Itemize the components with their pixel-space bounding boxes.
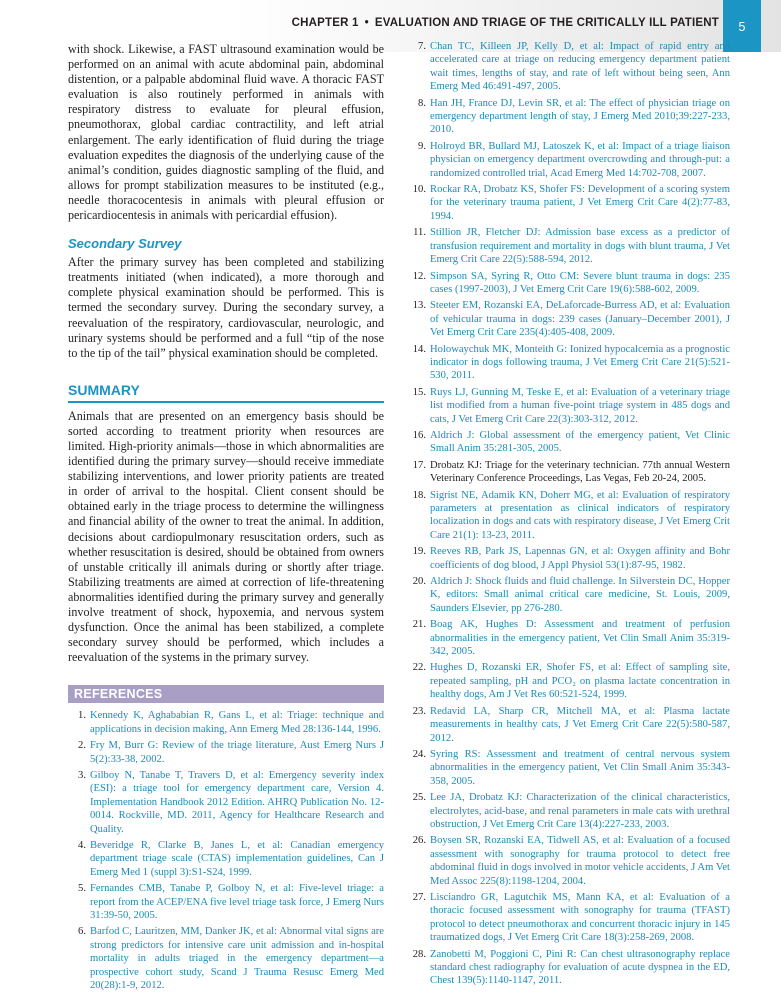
reference-item — [68, 925, 384, 992]
references-heading: REFERENCES — [68, 685, 384, 703]
reference-number: 20. — [412, 576, 426, 588]
reference-item — [408, 226, 730, 266]
reference-number: 28. — [412, 948, 426, 960]
reference-link[interactable]: Lee JA, Drobatz KJ: Characterization of the clinical characteristics, electrolytes, acid-base, and renal parameters in male cats with urethral obstruction, J Vet Emerg Crit Care 13(4):227-233, 2003. — [430, 792, 730, 830]
reference-number: 14. — [412, 343, 426, 355]
reference-link[interactable]: Ruys LJ, Gunning M, Teske E, et al: Evaluation of a veterinary triage list modified from a human five-point triage system in 485 dogs and cats, J Vet Emerg Crit Care 22(3):303-312, 2012. — [430, 386, 730, 425]
reference-link[interactable]: Lisciandro GR, Lagutchik MS, Mann KA, et al: Evaluation of a thoracic focused assessment with sonography for trauma (TFAST) protocol to detect pneumothorax and concurrent thoracic injury in 145 traumatized dogs, J Vet Emerg Crit Care 18(3):258-269, 2008. — [430, 891, 730, 944]
reference-link[interactable]: Gilboy N, Tanabe T, Travers D, et al: Emergency severity index (ESI): a triage tool for emergency department care, Version 4. Implementation Handbook 2012 Edition. AHRQ Publication No. 12-0014. Rockville, MD. 2011, Agency for Healthcare Research and Quality. — [90, 770, 384, 835]
reference-item — [408, 270, 730, 297]
reference-link[interactable]: Aldrich J: Shock fluids and fluid challenge. In Silverstein DC, Hopper K, editors: Small animal critical care medicine, St. Louis, 2009, Saunders Elsevier, pp 276-280. — [430, 576, 730, 614]
reference-number: 7. — [418, 41, 426, 52]
reference-item — [408, 545, 730, 572]
reference-number: 21. — [412, 619, 426, 631]
reference-item — [408, 748, 730, 788]
reference-link[interactable]: Holroyd BR, Bullard MJ, Latoszek K, et al: Impact of a triage liaison physician on emergency department overcrowding and through-put: a randomized controlled trial, Acad Emerg Med 14:702-708, 2007. — [430, 140, 730, 179]
reference-link[interactable]: Reeves RB, Park JS, Lapennas GN, et al: Oxygen affinity and Bohr coefficients of dog blood, J Appl Physiol 53(1):87-95, 1982. — [430, 546, 730, 571]
reference-number: 3. — [78, 770, 86, 781]
reference-link[interactable]: Rockar RA, Drobatz KS, Shofer FS: Development of a scoring system for the veterinary trauma patient, J Vet Emerg Crit Care 4(2):77-83, 1994. — [430, 184, 730, 222]
reference-number: 19. — [412, 546, 426, 558]
reference-item — [408, 834, 730, 888]
reference-link[interactable]: Fry M, Burr G: Review of the triage literature, Aust Emerg Nurs J 5(2):33-38, 2002. — [90, 740, 384, 765]
summary-paragraph: Animals that are presented on an emergency basis should be sorted according to treatment priority when resources are limited. High-priority animals—those in which abnormalities are identified during the primary survey—should receive immediate stabilizing interventions, and lower priority patients are treated in order of arrival to the hospital. Client consent should be obtained early in the triage process to determine the willingness and financial ability of the owner to treat the animal. In addition, decisions about cardiopulmonary resuscitation orders, such as whether resuscitation is desired, should be obtained from owners of unstable critically ill animals during or shortly after triage. Stabilizing treatments are aimed at correction of life-threatening abnormalities identified during the primary survey and generally involve treatment of shock, hypoxemia, and nervous system dysfunction. Once the animal has been stabilized, a complete secondary survey should be performed, which includes a reevaluation of the systems in the primary survey. — [68, 408, 384, 665]
reference-item — [68, 709, 384, 736]
reference-number: 4. — [78, 840, 86, 852]
reference-item — [408, 140, 730, 180]
reference-number: 5. — [78, 883, 86, 895]
reference-link[interactable]: Syring RS: Assessment and treatment of central nervous system abnormalities in the emergency patient, Vet Clin Small Anim 35:343-358, 2005. — [430, 748, 730, 787]
reference-link[interactable]: Boysen SR, Rozanski EA, Tidwell AS, et al: Evaluation of a focused assessment with sonography for trauma protocol to detect free abdominal fluid in dogs involved in motor vehicle accidents, J Am Vet Med Assoc 225(8):1198-1204, 2004. — [430, 835, 730, 887]
reference-link: Drobatz KJ: Triage for the veterinary technician. 77th annual Western Veterinary Conference Proceedings, Las Vegas, Feb 20-24, 2005. — [430, 459, 730, 485]
reference-item — [408, 299, 730, 339]
reference-link[interactable]: Kennedy K, Aghababian R, Gans L, et al: Triage: technique and applications in decision making, Ann Emerg Med 28:136-144, 1996. — [90, 710, 384, 735]
reference-item — [408, 661, 730, 701]
reference-link[interactable]: Fernandes CMB, Tanabe P, Golboy N, et al: Five-level triage: a report from the ACEP/ENA five level triage task force, J Emerg Nurs 31:39-50, 2005. — [90, 883, 384, 922]
reference-number: 22. — [412, 662, 426, 674]
reference-link[interactable]: Barfod C, Lauritzen, MM, Danker JK, et al: Abnormal vital signs are strong predictors for intensive care unit admission and in-hospital mortality in adults triaged in the emergency department—a prospective cohort study, Scand J Trauma Resusc Emerg Med 20(28):1-9, 2012. — [90, 926, 384, 992]
reference-item — [408, 40, 730, 94]
reference-link[interactable]: Stillion JR, Fletcher DJ: Admission base excess as a predictor of transfusion requirement and mortality in dogs with blunt trauma, J Vet Emerg Crit Care 22(5):588-594, 2012. — [430, 227, 730, 266]
intro-paragraph: with shock. Likewise, a FAST ultrasound examination would be performed on an animal with acute abdominal pain, abdominal distention, or a palpable abdominal fluid wave. A thoracic FAST evaluation is also routinely performed in animals with respiratory distress to evaluate for pleural effusion, pneumothorax, global cardiac contractility, and left atrial enlargement. The early identification of fluid during the triage evaluation expedites the diagnosis of the underlying cause of the animal’s condition, guides diagnostic sampling of the fluid, and allows for prompt stabilization measures to be instituted (e.g., needle thoracocentesis in animals with pleural effusion or pericardiocentesis in animals with pericardial effusion). — [68, 42, 384, 223]
reference-list-right — [408, 40, 730, 988]
reference-list-left — [68, 709, 384, 992]
page-number: 5 — [738, 20, 746, 34]
reference-number: 12. — [412, 270, 426, 282]
header-bullet: • — [364, 17, 369, 29]
reference-link[interactable]: Simpson SA, Syring R, Otto CM: Severe blunt trauma in dogs: 235 cases (1997-2003), J Vet Emerg Crit Care 19(6):588-602, 2009. — [430, 270, 730, 295]
reference-link[interactable]: Boag AK, Hughes D: Assessment and treatment of perfusion abnormalities in the emergency patient, Vet Clin Small Anim 35:319-342, 2005. — [430, 619, 730, 658]
reference-number: 10. — [412, 184, 426, 196]
reference-number: 27. — [412, 891, 426, 903]
reference-item — [408, 97, 730, 137]
reference-item — [408, 183, 730, 223]
reference-number: 24. — [412, 748, 426, 760]
reference-number: 8. — [418, 97, 426, 109]
reference-number: 16. — [412, 429, 426, 441]
reference-link[interactable]: Redavid LA, Sharp CR, Mitchell MA, et al: Plasma lactate measurements in healthy cats, J Vet Emerg Crit Care 22(5):580-587, 2012. — [430, 705, 730, 744]
reference-number: 1. — [78, 710, 86, 722]
reference-number: 17. — [412, 459, 426, 471]
left-column — [68, 42, 384, 996]
reference-link[interactable]: Beveridge R, Clarke B, Janes L, et al: Canadian emergency department triage scale (CTAS) implementation guidelines, Can J Emerg Med 1 (suppl 3):S1-S24, 1999. — [90, 840, 384, 878]
reference-item — [68, 882, 384, 922]
reference-number: 25. — [412, 792, 426, 804]
reference-number: 26. — [412, 835, 426, 847]
reference-number: 11. — [413, 227, 426, 239]
running-header — [292, 17, 719, 29]
reference-link[interactable]: Steeter EM, Rozanski EA, DeLaforcade-Burress AD, et al: Evaluation of vehicular trauma in dogs: 239 cases (January–December 2001), J Vet Emerg Crit Care 235(4):405-408, 2009. — [430, 300, 730, 339]
reference-number: 15. — [412, 386, 426, 398]
chapter-title: EVALUATION AND TRIAGE OF THE CRITICALLY ILL PATIENT — [374, 17, 719, 29]
chapter-label: CHAPTER 1 — [291, 17, 359, 29]
summary-heading: SUMMARY — [68, 382, 384, 403]
reference-item — [68, 839, 384, 879]
reference-item — [408, 386, 730, 426]
reference-item — [68, 739, 384, 766]
reference-item — [408, 459, 730, 486]
reference-item — [408, 705, 730, 745]
reference-number: 2. — [78, 740, 86, 752]
reference-item — [408, 489, 730, 543]
reference-link[interactable]: Zanobetti M, Poggioni C, Pini R: Can chest ultrasonography replace standard chest radiography for evaluation of acute dyspnea in the ED, Chest 139(5):1140-1147, 2011. — [430, 948, 730, 987]
reference-link[interactable]: Han JH, France DJ, Levin SR, et al: The effect of physician triage on emergency department length of stay, J Emerg Med 2010;39:227-233, 2010. — [430, 97, 730, 136]
reference-item — [408, 791, 730, 831]
reference-number: 6. — [78, 926, 86, 938]
reference-item — [408, 429, 730, 456]
reference-link[interactable]: Holowaychuk MK, Monteith G: Ionized hypocalcemia as a prognostic indicator in dogs following trauma, J Vet Emerg Crit Care 21(5):521-530, 2011. — [430, 343, 730, 382]
reference-link[interactable]: Aldrich J: Global assessment of the emergency patient, Vet Clinic Small Anim 35:281-305, 2005. — [430, 429, 730, 455]
reference-link[interactable]: Chan TC, Killeen JP, Kelly D, et al: Impact of rapid entry and accelerated care at triage on reducing emergency department patient wait times, lengths of stay, and rate of left without being seen, Ann Emerg Med 46:491-497, 2005. — [430, 41, 730, 93]
reference-item — [408, 948, 730, 988]
reference-number: 18. — [412, 489, 426, 501]
reference-number: 9. — [418, 140, 426, 152]
reference-number: 13. — [412, 300, 426, 312]
secondary-survey-paragraph: After the primary survey has been completed and stabilizing treatments initiated (when indicated), a more thorough and complete physical examination should be performed. This is termed the secondary survey. During the secondary survey, a reevaluation of the respiratory, cardiovascular, neurologic, and urinary systems should be performed and a full “tip of the nose to the tip of the tail” physical examination should be completed. — [68, 255, 384, 360]
reference-item — [408, 891, 730, 945]
reference-item — [408, 575, 730, 615]
reference-link[interactable]: Hughes D, Rozanski ER, Shofer FS, et al: Effect of sampling site, repeated sampling, pH and PCO₂ on plasma lactate concentration in healthy dogs, Am J Vet Res 60:521-524, 1999. — [430, 662, 730, 701]
reference-number: 23. — [412, 705, 426, 717]
reference-link[interactable]: Sigrist NE, Adamik KN, Doherr MG, et al: Evaluation of respiratory parameters at presentation as clinical indicators of respiratory localization in dogs and cats with respiratory disease, J Vet Emerg Crit Care 21(1): 13-23, 2011. — [430, 489, 730, 541]
reference-item — [408, 343, 730, 383]
reference-item — [68, 769, 384, 836]
reference-item — [408, 618, 730, 658]
right-column — [408, 40, 730, 991]
secondary-survey-heading: Secondary Survey — [68, 236, 182, 252]
